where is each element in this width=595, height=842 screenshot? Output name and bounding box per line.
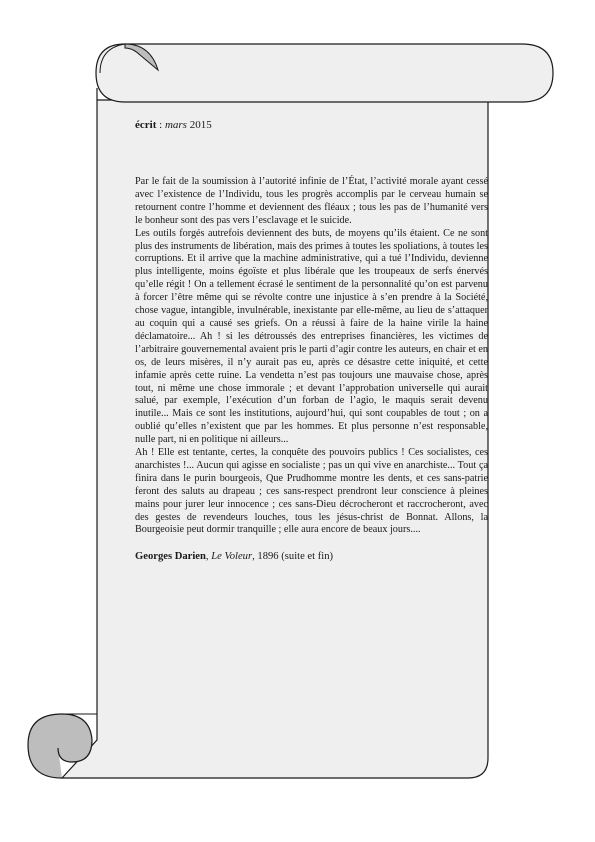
top-scroll-roll [96, 44, 553, 102]
work-details: , 1896 (suite et fin) [252, 551, 334, 563]
paragraph-2: Les outils forgés autrefois deviennent des buts, de moyens qu’ils étaient. Ce ne sont plus des instruments de libération, mais des primes à toutes les spoliations, à toutes les corruptions. Et il arrive que la machine administrative, qui a tué l’Individu, devienne plus intelligente, moins égoïste et plus libérale que les troupeaux de serfs énervés qu’elle régit ! On a tellement écrasé le sentiment de la personnalité qu’on est parvenu à forcer l’être même qui se révolte contre une injustice à s’en prendre à la Société, chose vague, intangible, invulnérable, inexistante par elle-même, au lieu de s’attaquer au coquin qui a causé ses griefs. On a réussi à faire de la haine virile la haine déclamatoire... Ah ! si les détroussés des entreprises financières, les victimes de l’arbitraire gouvernemental avaient pris le parti d’agir contre les auteurs, en chair et en os, de leurs misères, il n’y aurait pas eu, après ce désastre cette iniquité, et cette infamie après cette ruine. La vendetta n’est pas toujours une mauvaise chose, après tout, ni même une chose immorale ; et devant l’approbation universelle qui aurait salué, par exemple, l’exécution d’un forban de l’agio, le maquis serait devenu inutile... Mais ce sont les institutions, aujourd’hui, qui sont coupables de tout ; on a oublié qu’elles n’existent que par les hommes. Et plus personne n’est responsable, nulle part, ni en politique ni ailleurs... [135, 227, 489, 446]
paragraph-3: Ah ! Elle est tentante, certes, la conquête des pouvoirs publics ! Ces socialistes, ces anarchistes !... Aucun qui agisse en socialiste ; pas un qui vive en anarchiste... Tout ça finira dans le purin bourgeois, Que Prudhomme montre les dents, et ces sans-patrie feront des saluts au drapeau ; ces sans-respect prendront leur conscience à pleines mains pour jurer leur innocence ; ces sans-Dieu décrocheront et raccrocheront, avec des gestes de revendeurs louches, tous les jésus-christ de Bonnat. Allons, la Bourgeoisie peut dormir tranquille ; elle aura encore de beaux jours.... [135, 447, 488, 536]
author-name: Georges Darien [135, 551, 206, 563]
date-year: 2015 [186, 119, 212, 131]
work-title: Le Voleur [211, 551, 253, 563]
paragraph-1: Par le fait de la soumission à l’autorité infinie de l’État, l’activité morale ayant cessé avec l’existence de l’Individu, tous les progrès accomplis par le cerveau humain se retournent contre l’homme et deviennent des fléaux ; tous les pas de l’humanité vers le bonheur sont des pas vers l’esclavage et le suicide. [135, 176, 488, 226]
date-separator: : [156, 119, 165, 131]
quotation-text [135, 176, 488, 537]
scroll-content [135, 118, 488, 574]
source-separator: , [205, 551, 212, 563]
written-label: écrit [135, 119, 157, 131]
date-month: mars [164, 119, 187, 131]
quotation-source [135, 550, 488, 563]
written-date [135, 118, 488, 132]
